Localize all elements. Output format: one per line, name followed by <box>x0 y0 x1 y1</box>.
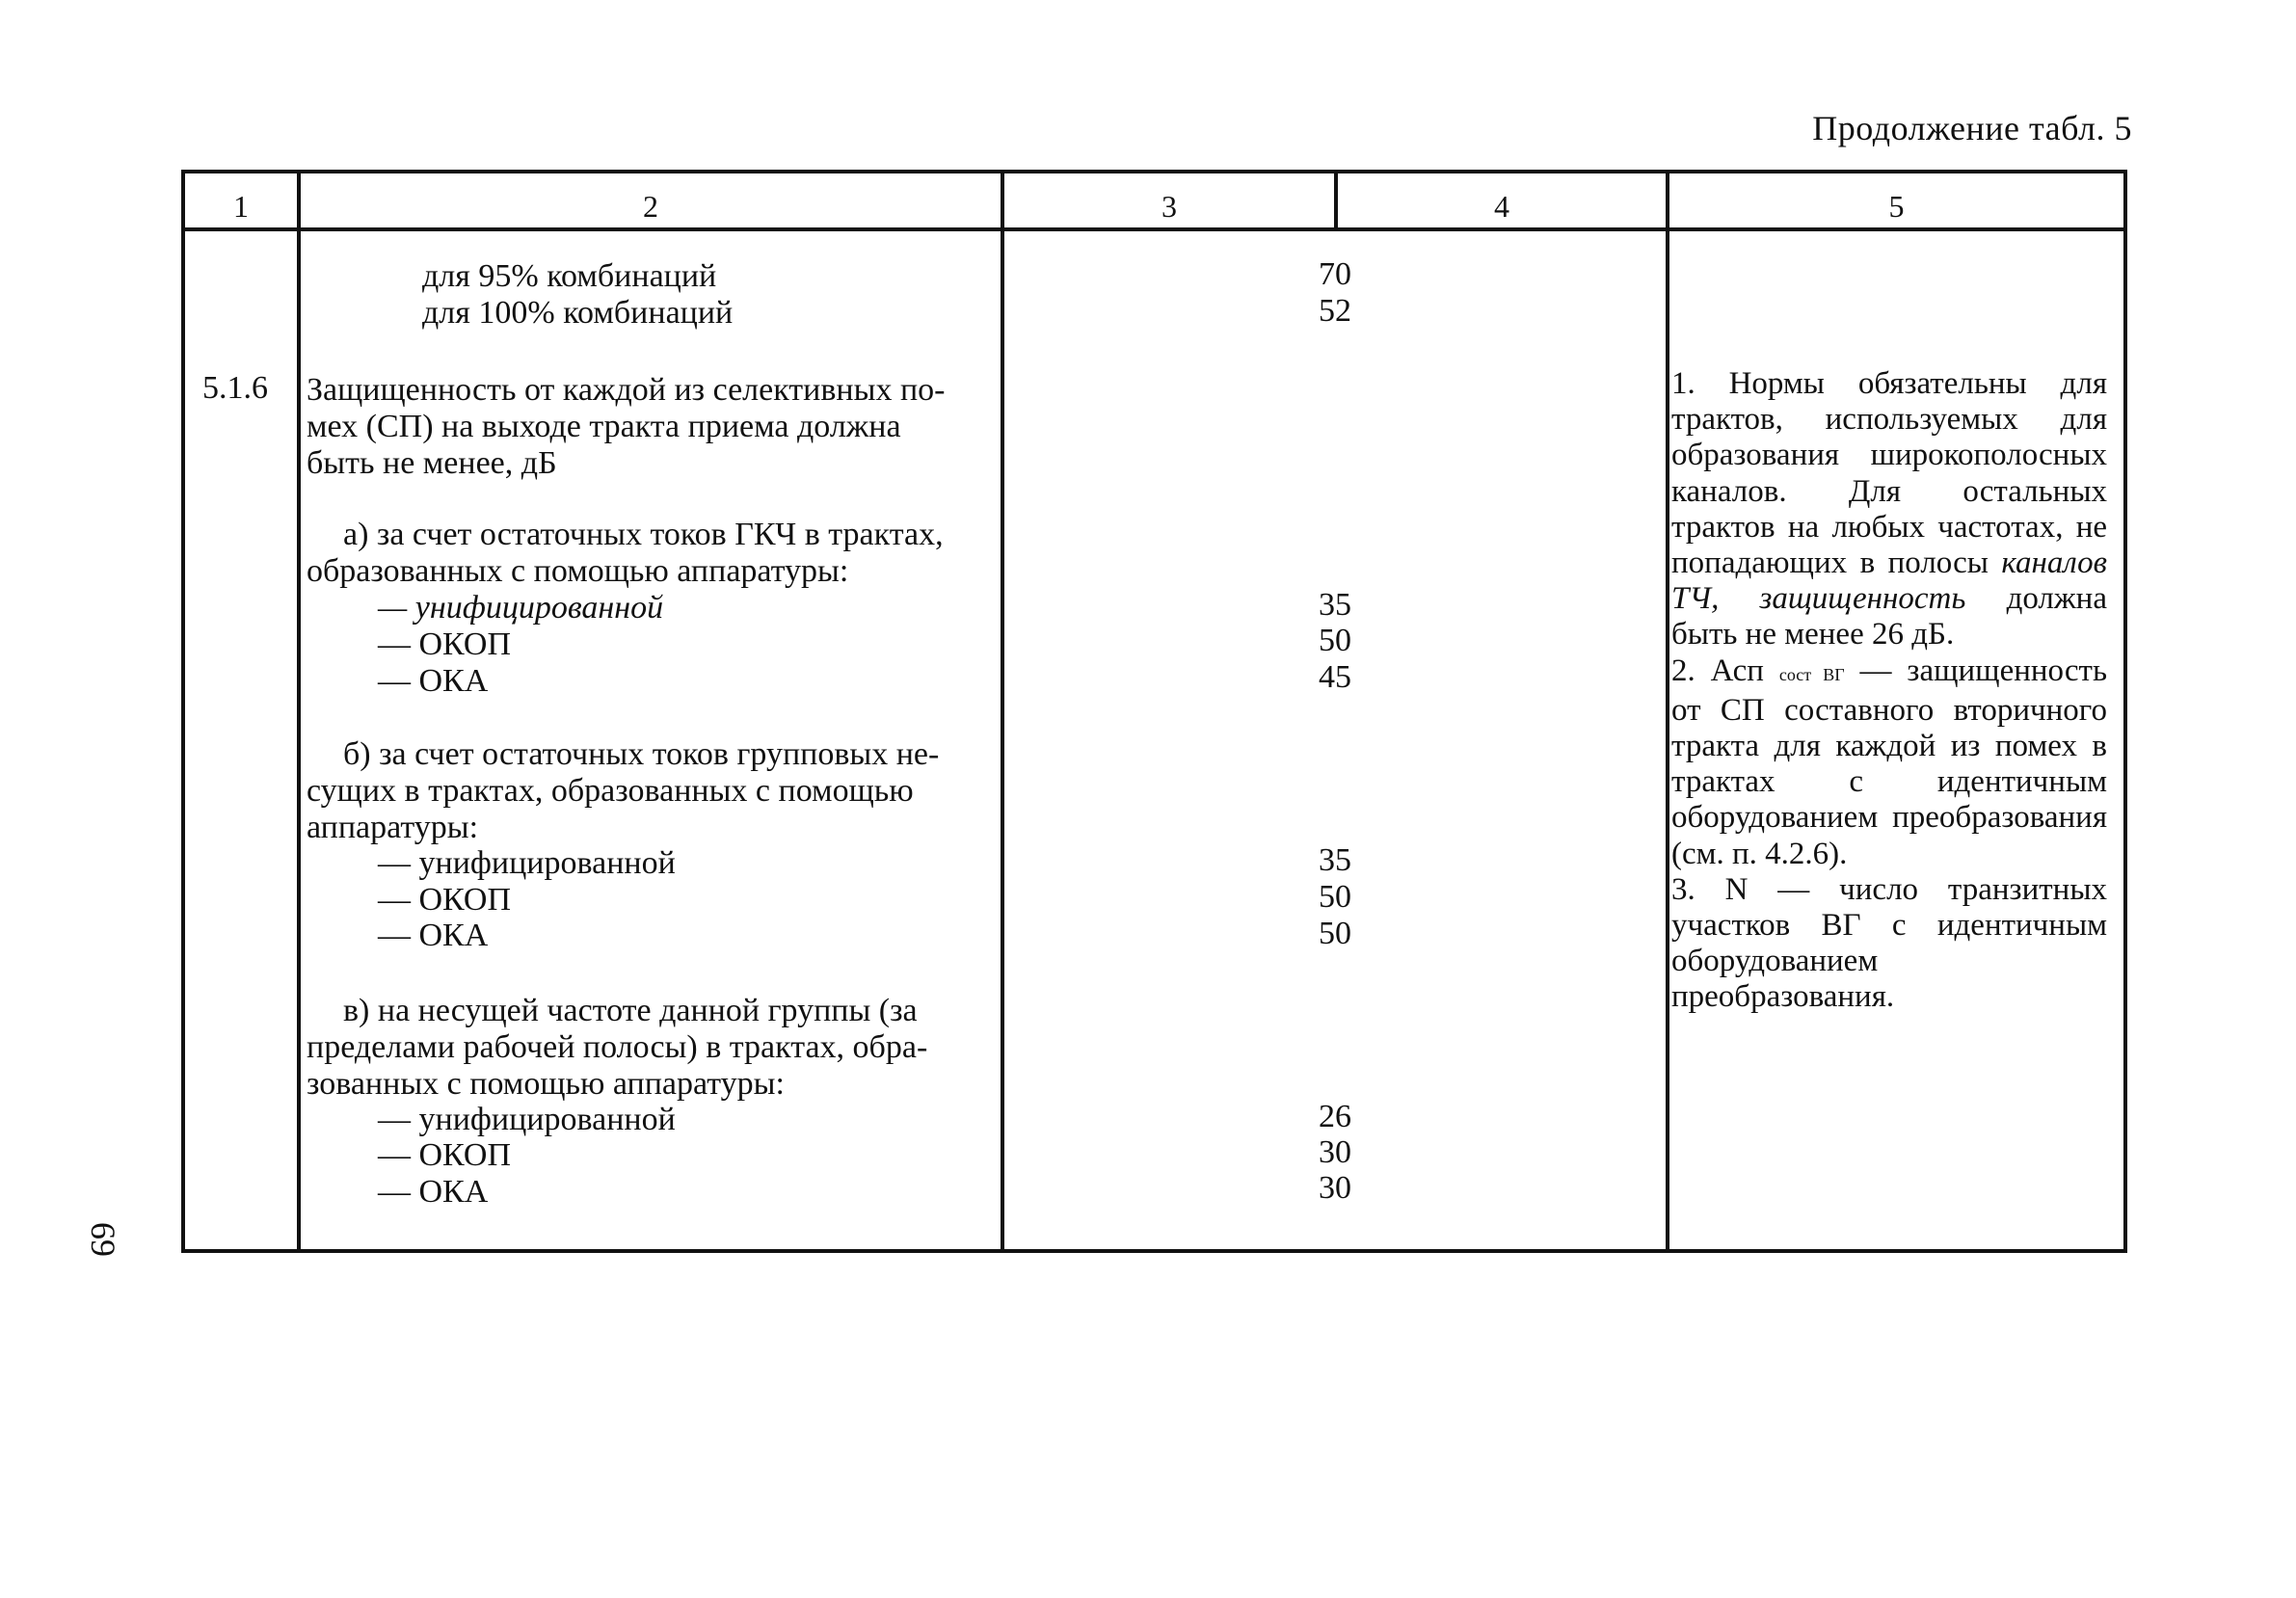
note-1 <box>1671 366 2107 653</box>
section-c-line-1: в) на несущей частоте данной группы (за <box>343 993 918 1028</box>
section-b-line-1: б) за счет остаточных токов групповых не- <box>343 736 940 772</box>
notes-cell <box>1671 366 2107 1016</box>
header-col-2: 2 <box>643 189 658 224</box>
section-c-row-oka: — ОКА <box>378 1174 489 1210</box>
section-a-row-unified: — унифицированной <box>378 590 664 626</box>
section-b-row-okop: — ОКОП <box>378 882 511 918</box>
section-b-row-unified: — унифицированной <box>378 845 676 881</box>
section-c-row-unified: — унифицированной <box>378 1102 676 1137</box>
note-3: 3. N — число транзитных участков ВГ с идентичным оборудованием преобразования. <box>1671 871 2107 1015</box>
section-a-line-1: а) за счет остаточных токов ГКЧ в трактах, <box>343 517 944 552</box>
section-a-line-2: образованных с помощью аппаратуры: <box>307 553 849 589</box>
header-col-5: 5 <box>1888 189 1905 224</box>
section-a-value-okop: 50 <box>1319 623 1351 658</box>
note-2-end: — защищенность от СП составного вторичного тракта для каждой из помех в трактах с идентичным оборудованием преобразования (см. п. 4.2.6). <box>1671 653 2107 871</box>
intro-label-100: для 100% комбинаций <box>422 295 734 331</box>
section-c-line-2: пределами рабочей полосы) в трактах, обра- <box>307 1029 928 1065</box>
item-number: 5.1.6 <box>202 370 268 406</box>
section-b-row-oka: — ОКА <box>378 918 489 953</box>
section-c-value-okop: 30 <box>1319 1134 1351 1170</box>
note-1-end: должна быть не менее 26 дБ. <box>1671 581 2107 653</box>
page-number: 69 <box>84 1222 122 1257</box>
header-col-4: 4 <box>1494 189 1509 224</box>
note-2-subscript: сост ВГ <box>1778 664 1845 684</box>
section-a-value-unified: 35 <box>1319 587 1351 623</box>
section-b-line-2: сущих в трактах, образованных с помощью <box>307 773 914 809</box>
column-divider-2 <box>1001 170 1004 1253</box>
column-divider-1 <box>297 170 301 1253</box>
section-a-row-okop: — ОКОП <box>378 626 511 662</box>
header-col-3: 3 <box>1161 189 1177 224</box>
note-1-italic: каналов ТЧ, защищенность <box>1671 546 2108 617</box>
intro-value-95: 70 <box>1319 256 1351 292</box>
section-b-value-unified: 35 <box>1319 842 1351 878</box>
section-b-line-3: аппаратуры: <box>307 810 479 845</box>
main-text-line-3: быть не менее, дБ <box>307 445 557 481</box>
section-a-row-oka: — ОКА <box>378 663 489 699</box>
section-c-line-3: зованных с помощью аппаратуры: <box>307 1066 785 1102</box>
note-2 <box>1671 653 2107 872</box>
section-c-row-okop: — ОКОП <box>378 1137 511 1173</box>
intro-value-100: 52 <box>1319 293 1351 329</box>
column-divider-4 <box>1666 170 1669 1253</box>
header-col-1: 1 <box>233 189 249 224</box>
note-1-text: 1. Нормы обязательны для трактов, используемых для образования широкополосных каналов. Для остальных трактов на любых частотах, не попадающих в полосы <box>1671 366 2107 581</box>
main-text-line-2: мех (СП) на выходе тракта приема должна <box>307 409 901 444</box>
header-divider <box>181 227 2127 231</box>
note-2-start: 2. Асп <box>1671 653 1764 688</box>
section-a-value-oka: 45 <box>1319 659 1351 695</box>
section-c-value-unified: 26 <box>1319 1099 1351 1134</box>
table-continuation-caption: Продолжение табл. 5 <box>1812 109 2132 147</box>
section-b-value-oka: 50 <box>1319 916 1351 951</box>
intro-label-95: для 95% комбинаций <box>422 258 717 294</box>
section-c-value-oka: 30 <box>1319 1170 1351 1206</box>
section-b-value-okop: 50 <box>1319 879 1351 915</box>
main-text-line-1: Защищенность от каждой из селективных по- <box>307 372 946 408</box>
